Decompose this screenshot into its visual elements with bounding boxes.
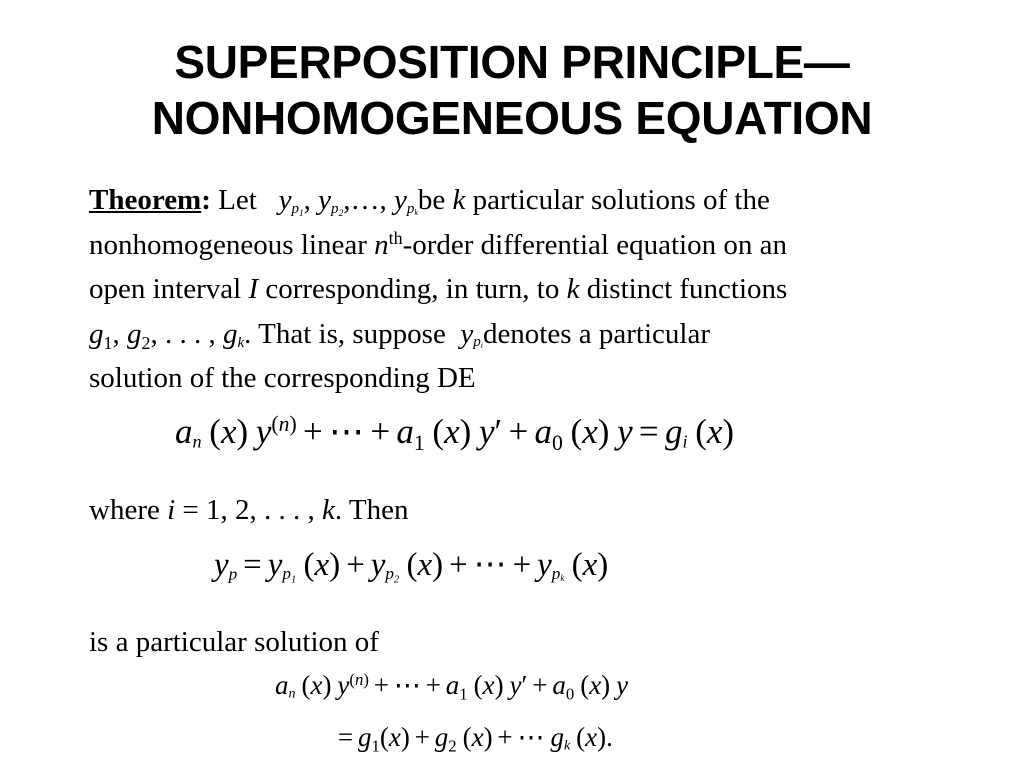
theorem-line-1	[89, 178, 989, 223]
theorem-line-3	[89, 267, 989, 312]
then-text: . Then	[334, 494, 409, 526]
theorem-text-4-mid: . That is, suppose	[244, 317, 454, 350]
title-line-1: SUPERPOSITION PRINCIPLE—	[174, 36, 850, 88]
theorem-text-2b: -order differential equation on an	[402, 228, 787, 261]
solution-list-formula: $y_{p_1}$, $y_{p_2},\dots$, $y_{p_k}$	[278, 184, 418, 219]
var-k: k	[452, 184, 466, 216]
theorem-label: Theorem	[89, 184, 202, 216]
where-line	[89, 488, 989, 533]
equation-yp-sum: $y_p = y_{p_1}$ $(x) + y_{p_2}$ (x) + ⋯ + $y_{p_k}$ (x)	[214, 547, 609, 586]
var-n: n	[374, 228, 389, 261]
var-k-3: k	[322, 494, 335, 526]
superscript-th: th	[388, 227, 403, 248]
var-I: I	[248, 273, 259, 305]
ypi-formula: $y_{p_i}$	[460, 317, 483, 351]
theorem-let: Let	[210, 184, 265, 216]
theorem-statement	[89, 178, 989, 401]
functions-list: $g_1$, $g_2$, . . . , $g_k$	[89, 317, 245, 353]
var-i: i	[167, 494, 176, 526]
theorem-line-5: solution of the corresponding DE	[89, 362, 476, 394]
conclusion-text: is a particular solution of	[89, 626, 379, 658]
var-k-2: k	[566, 273, 580, 305]
theorem-text-be: be	[417, 184, 453, 216]
theorem-text-4-end: denotes a particular	[482, 317, 710, 350]
where-range: = 1, 2, . . . ,	[175, 494, 323, 526]
theorem-line-4	[89, 312, 989, 357]
equation-lhs: $a_n$ (x) $y^{(n)}$ + ⋯ + $a_1$ (x) $y' + a_0$ (x) y	[275, 669, 629, 704]
equation-de: $a_n$ (x) $y^{(n)}$ + ⋯ + $a_1$ (x) $y' + a_0$ (x) $y = g_i$ (x)	[175, 412, 735, 455]
theorem-text-3c: distinct functions	[579, 273, 788, 305]
theorem-line-2	[89, 223, 989, 268]
theorem-text-2a: nonhomogeneous linear	[89, 228, 375, 261]
slide-title	[0, 34, 1024, 146]
theorem-text-3b: corresponding, in turn, to	[258, 273, 567, 305]
equation-rhs: = $g_1(x) + g_2$ (x) + ⋯ $g_k$ (x).	[337, 722, 613, 756]
theorem-text-3a: open interval	[89, 273, 249, 305]
theorem-text-1: particular solutions of the	[465, 184, 770, 216]
title-line-2: NONHOMOGENEOUS EQUATION	[151, 92, 873, 144]
where-text: where	[89, 494, 168, 526]
theorem-colon: :	[201, 184, 211, 216]
